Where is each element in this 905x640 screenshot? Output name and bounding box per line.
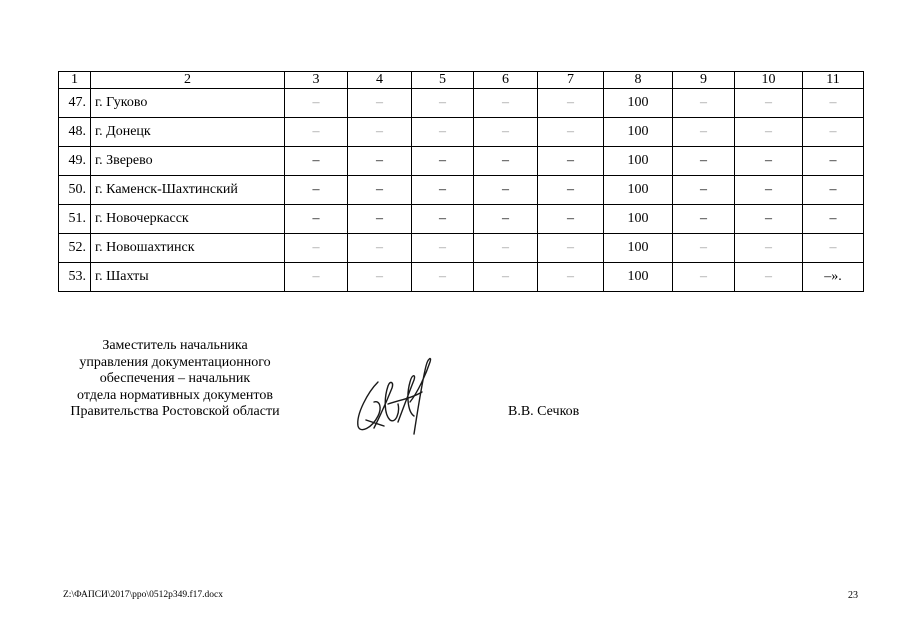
table-cell: – — [538, 176, 604, 205]
table-cell: – — [673, 205, 735, 234]
table-cell: – — [412, 147, 474, 176]
signatory-title-line: отдела нормативных документов — [77, 387, 273, 403]
column-header: 4 — [348, 72, 412, 89]
column-header: 10 — [735, 72, 803, 89]
table-cell: – — [538, 147, 604, 176]
table-cell: – — [474, 147, 538, 176]
table-cell: – — [735, 89, 803, 118]
table-cell: – — [285, 147, 348, 176]
municipality-name: г. Зверево — [91, 147, 285, 176]
table-cell: 100 — [604, 147, 673, 176]
table-row — [59, 205, 864, 234]
table-cell: – — [474, 263, 538, 292]
table-cell: – — [735, 263, 803, 292]
table-cell: – — [348, 234, 412, 263]
signatory-title-line: Правительства Ростовской области — [70, 404, 280, 419]
table-row — [59, 147, 864, 176]
table-header-row — [59, 72, 864, 89]
table-cell: – — [412, 89, 474, 118]
table-cell: – — [348, 147, 412, 176]
table-cell: – — [803, 234, 864, 263]
table-cell: – — [348, 176, 412, 205]
table-cell: – — [412, 205, 474, 234]
signatory-title-line: управления документационного — [79, 354, 271, 370]
table-cell: – — [412, 176, 474, 205]
table-cell: 100 — [604, 263, 673, 292]
table-cell: – — [285, 205, 348, 234]
table-cell: –». — [803, 263, 864, 292]
row-number: 48. — [59, 118, 91, 147]
table-cell: – — [285, 89, 348, 118]
table-cell: – — [474, 89, 538, 118]
table-cell: – — [474, 118, 538, 147]
table-cell: – — [538, 118, 604, 147]
table-cell: – — [803, 176, 864, 205]
page-number: 23 — [848, 590, 858, 601]
table-row — [59, 118, 864, 147]
row-number: 49. — [59, 147, 91, 176]
table-cell: 100 — [604, 89, 673, 118]
table-row — [59, 234, 864, 263]
signatory-title-line: обеспечения – начальник — [99, 371, 251, 386]
table-cell: – — [412, 118, 474, 147]
table-cell: – — [803, 205, 864, 234]
table-cell: – — [474, 234, 538, 263]
column-header: 9 — [673, 72, 735, 89]
municipality-name: г. Каменск-Шахтинский — [91, 176, 285, 205]
table-cell: – — [348, 205, 412, 234]
table-cell: – — [803, 89, 864, 118]
table-cell: – — [673, 234, 735, 263]
table-cell: – — [803, 147, 864, 176]
municipality-name: г. Шахты — [91, 263, 285, 292]
municipality-name: г. Новошахтинск — [91, 234, 285, 263]
handwritten-signature — [348, 352, 438, 442]
table-cell: – — [538, 89, 604, 118]
table-cell: – — [412, 234, 474, 263]
column-header: 7 — [538, 72, 604, 89]
table-cell: – — [348, 118, 412, 147]
table-cell: – — [735, 234, 803, 263]
municipality-name: г. Донецк — [91, 118, 285, 147]
table-cell: – — [673, 263, 735, 292]
municipality-name: г. Гуково — [91, 89, 285, 118]
table-cell: – — [735, 147, 803, 176]
signatory-title — [50, 338, 300, 421]
signatory-title-line: Заместитель начальника — [102, 338, 248, 353]
column-header: 6 — [474, 72, 538, 89]
column-header: 8 — [604, 72, 673, 89]
table-cell: – — [348, 263, 412, 292]
table-cell: – — [285, 263, 348, 292]
table-cell: – — [285, 118, 348, 147]
row-number: 52. — [59, 234, 91, 263]
table-row — [59, 89, 864, 118]
table-row — [59, 176, 864, 205]
table-cell: – — [735, 176, 803, 205]
table-cell: – — [538, 263, 604, 292]
table-cell: – — [538, 205, 604, 234]
table-cell: – — [474, 205, 538, 234]
column-header: 2 — [91, 72, 285, 89]
data-table — [58, 71, 864, 292]
signatory-name: В.В. Сечков — [508, 404, 580, 419]
column-header: 3 — [285, 72, 348, 89]
table-cell: – — [348, 89, 412, 118]
table-cell: – — [673, 176, 735, 205]
column-header: 1 — [59, 72, 91, 89]
table-cell: – — [474, 176, 538, 205]
table-row — [59, 263, 864, 292]
table-cell: – — [538, 234, 604, 263]
table-cell: – — [412, 263, 474, 292]
table-cell: 100 — [604, 118, 673, 147]
column-header: 11 — [803, 72, 864, 89]
municipality-name: г. Новочеркасск — [91, 205, 285, 234]
table-cell: 100 — [604, 176, 673, 205]
table-cell: – — [285, 176, 348, 205]
table-cell: – — [673, 147, 735, 176]
document-file-path: Z:\ФАПСИ\2017\ppo\0512p349.f17.docx — [63, 590, 223, 600]
table-cell: 100 — [604, 205, 673, 234]
row-number: 53. — [59, 263, 91, 292]
table-cell: – — [673, 118, 735, 147]
table-cell: – — [735, 118, 803, 147]
row-number: 47. — [59, 89, 91, 118]
column-header: 5 — [412, 72, 474, 89]
table-cell: – — [735, 205, 803, 234]
table-cell: – — [673, 89, 735, 118]
table-cell: – — [285, 234, 348, 263]
row-number: 50. — [59, 176, 91, 205]
table-cell: – — [803, 118, 864, 147]
table-cell: 100 — [604, 234, 673, 263]
row-number: 51. — [59, 205, 91, 234]
